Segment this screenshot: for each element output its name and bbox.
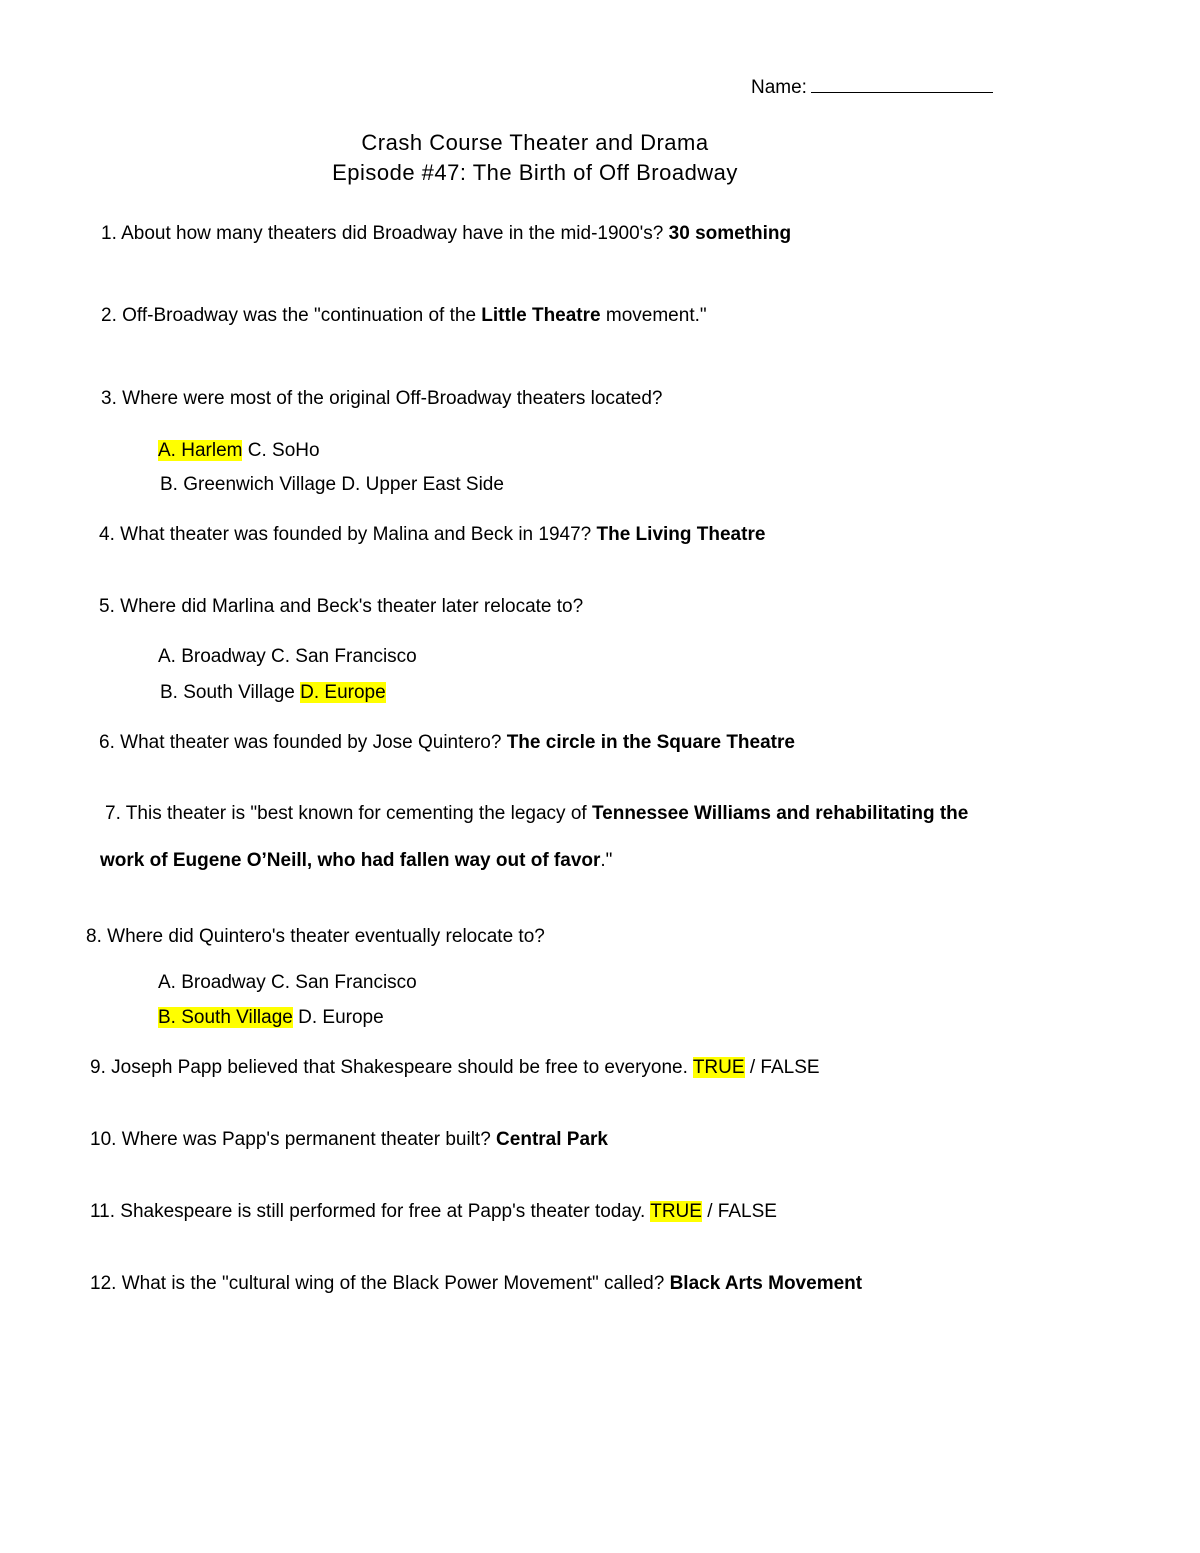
- answer-text: The circle in the Square Theatre: [506, 732, 795, 753]
- question-3-options-row-1: [158, 439, 320, 463]
- answer-text: work of Eugene O’Neill, who had fallen way out of favor: [100, 850, 601, 871]
- question-text: Joseph Papp believed that Shakespeare should be free to everyone.: [111, 1057, 688, 1078]
- option-d: D. Upper East Side: [341, 474, 504, 495]
- answer-text: Tennessee Williams and rehabilitating the: [591, 803, 969, 824]
- question-text: About how many theaters did Broadway have in the mid-1900's?: [121, 223, 664, 244]
- option-a-highlighted: A. Harlem: [158, 440, 243, 461]
- name-field: [751, 74, 993, 100]
- answer-text: 30 something: [668, 223, 792, 244]
- answer-text: Central Park: [496, 1129, 608, 1150]
- question-number: 6.: [99, 732, 115, 753]
- question-9: [90, 1056, 820, 1080]
- false-option: / FALSE: [749, 1057, 820, 1078]
- question-12: [90, 1272, 862, 1296]
- question-10: [90, 1128, 608, 1152]
- question-number: 9.: [90, 1057, 106, 1078]
- answer-text: Black Arts Movement: [669, 1273, 863, 1294]
- question-text: What theater was founded by Jose Quintero?: [120, 732, 502, 753]
- question-7: [105, 802, 968, 826]
- question-number: 4.: [99, 524, 115, 545]
- episode-subtitle: Episode #47: The Birth of Off Broadway: [332, 160, 738, 185]
- question-number: 1.: [101, 223, 117, 244]
- option-c: C. San Francisco: [271, 646, 417, 667]
- question-5-options-row-2: [160, 681, 386, 705]
- question-text: Where was Papp's permanent theater built?: [121, 1129, 491, 1150]
- question-number: 7.: [105, 803, 121, 824]
- question-8-options-row-1: [158, 971, 417, 995]
- option-d: D. Europe: [298, 1007, 384, 1028]
- question-text-end: .": [600, 850, 613, 871]
- question-number: 5.: [99, 596, 115, 617]
- option-b: B. Greenwich Village: [160, 474, 337, 495]
- question-text: Where did Quintero's theater eventually relocate to?: [107, 926, 545, 947]
- answer-text: The Living Theatre: [596, 524, 766, 545]
- true-highlighted: TRUE: [692, 1057, 745, 1078]
- answer-text: Little Theatre: [481, 305, 601, 326]
- question-6: [99, 731, 795, 755]
- question-text: What theater was founded by Malina and Beck in 1947?: [120, 524, 592, 545]
- true-highlighted: TRUE: [650, 1201, 702, 1222]
- question-text: This theater is "best known for cementing the legacy of: [125, 803, 587, 824]
- question-text: What is the "cultural wing of the Black Power Movement" called?: [121, 1273, 665, 1294]
- question-4: [99, 523, 765, 547]
- worksheet-title: Crash Course Theater and Drama: [361, 130, 709, 155]
- option-b-highlighted: B. South Village: [158, 1007, 293, 1028]
- name-label: Name:: [751, 77, 807, 98]
- question-number: 12.: [90, 1273, 117, 1294]
- question-8-options-row-2: [158, 1006, 384, 1030]
- false-option: / FALSE: [707, 1201, 777, 1222]
- question-text-end: movement.": [605, 305, 707, 326]
- question-11: [90, 1200, 777, 1224]
- question-8: [86, 925, 545, 949]
- option-a: A. Broadway: [158, 972, 266, 993]
- question-5-options-row-1: [158, 645, 417, 669]
- question-text: Shakespeare is still performed for free at Papp's theater today.: [120, 1201, 646, 1222]
- question-1: [101, 222, 791, 246]
- option-a: A. Broadway: [158, 646, 266, 667]
- question-number: 10.: [90, 1129, 117, 1150]
- option-d-highlighted: D. Europe: [300, 682, 386, 703]
- question-number: 3.: [101, 388, 117, 409]
- option-b: B. South Village: [160, 682, 295, 703]
- question-text: Off-Broadway was the "continuation of the: [122, 305, 477, 326]
- question-5: [99, 595, 583, 619]
- option-c: C. SoHo: [247, 440, 320, 461]
- question-number: 8.: [86, 926, 102, 947]
- question-number: 2.: [101, 305, 117, 326]
- question-2: [101, 304, 707, 328]
- question-3-options-row-2: [160, 473, 504, 497]
- question-number: 11.: [90, 1201, 116, 1222]
- question-3: [101, 387, 663, 411]
- option-c: C. San Francisco: [271, 972, 417, 993]
- name-blank-line: [811, 74, 993, 93]
- question-text: Where did Marlina and Beck's theater later relocate to?: [120, 596, 584, 617]
- question-text: Where were most of the original Off-Broadway theaters located?: [122, 388, 663, 409]
- question-7-continued: [100, 849, 612, 873]
